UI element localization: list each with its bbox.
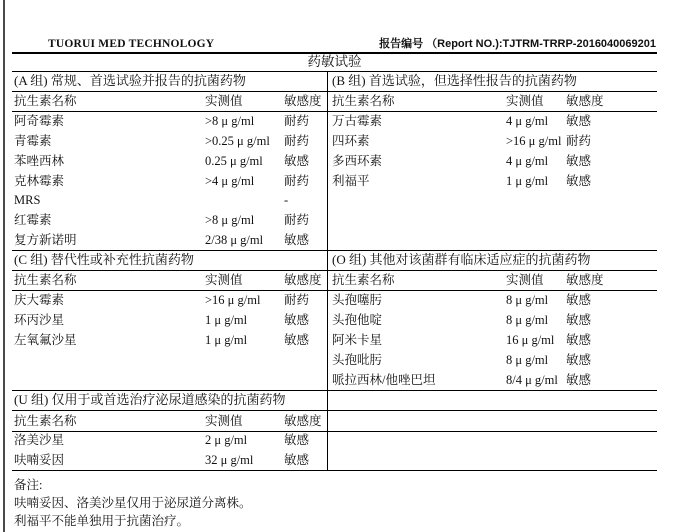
section-titles-ab [0, 71, 683, 91]
measured-value: 32 μ g/ml [205, 453, 254, 467]
table-row [0, 131, 683, 151]
col-value: 实测值 [205, 273, 243, 287]
measured-value: >16 μ g/ml [205, 293, 261, 307]
table-row [0, 171, 683, 191]
sensitivity: 耐药 [284, 293, 310, 307]
antibiotic-name: 环丙沙星 [14, 313, 65, 327]
section-o-title: (O 组) 其他对该菌群有临床适应症的抗菌药物 [332, 252, 591, 267]
section-titles-co [0, 250, 683, 270]
table-row [0, 290, 683, 310]
table-row [0, 151, 683, 171]
antibiotic-name: 利福平 [332, 174, 370, 188]
measured-value: 1 μ g/ml [506, 174, 549, 188]
remarks-label: 备注: [14, 478, 43, 492]
sensitivity: 敏感 [566, 313, 592, 327]
measured-value: 8 μ g/ml [506, 293, 549, 307]
rule-table-bottom [12, 470, 657, 471]
table-row [0, 350, 683, 370]
measured-value: 2 μ g/ml [205, 433, 248, 447]
measured-value: >4 μ g/ml [205, 174, 255, 188]
measured-value: 8/4 μ g/ml [506, 373, 558, 387]
sensitivity: 敏感 [566, 353, 592, 367]
col-sens: 敏感度 [284, 273, 322, 287]
sensitivity: 敏感 [284, 233, 310, 247]
measured-value: >8 μ g/ml [205, 114, 255, 128]
measured-value: 4 μ g/ml [506, 114, 549, 128]
measured-value: 2/38 μ g/ml [205, 233, 264, 247]
col-sens: 敏感度 [566, 94, 604, 108]
antibiotic-name: 左氧氟沙星 [14, 333, 77, 347]
measured-value: >0.25 μ g/ml [205, 134, 270, 148]
table-row [0, 330, 683, 350]
antibiotic-name: 红霉素 [14, 213, 52, 227]
antibiotic-name: 四环素 [332, 134, 370, 148]
sensitivity: 敏感 [284, 433, 310, 447]
section-b-title: (B 组) 首选试验，但选择性报告的抗菌药物 [332, 73, 577, 88]
table-row [0, 310, 683, 330]
table-row [0, 230, 683, 250]
remark-line: 利福平不能单独用于抗菌治疗。 [14, 514, 190, 528]
col-sens: 敏感度 [566, 273, 604, 287]
remark-line: 呋喃妥因、洛美沙星仅用于泌尿道分离株。 [14, 496, 252, 510]
antibiotic-name: 庆大霉素 [14, 293, 65, 307]
measured-value: 1 μ g/ml [205, 333, 248, 347]
section-title-u [0, 390, 683, 410]
measured-value: 16 μ g/ml [506, 333, 555, 347]
table-row [0, 431, 683, 450]
antibiotic-name: 头孢噻肟 [332, 293, 383, 307]
column-headers-co [0, 270, 683, 290]
measured-value: 0.25 μ g/ml [205, 154, 263, 168]
col-name: 抗生素名称 [14, 414, 77, 428]
table-row [0, 111, 683, 131]
measured-value: 4 μ g/ml [506, 154, 549, 168]
col-value: 实测值 [506, 273, 544, 287]
sensitivity: 敏感 [566, 114, 592, 128]
sensitivity: 耐药 [284, 134, 310, 148]
sensitivity: 敏感 [284, 313, 310, 327]
antibiotic-name: 头孢吡肟 [332, 353, 383, 367]
antibiotic-name: 阿米卡星 [332, 333, 383, 347]
antibiotic-name: 哌拉西林/他唑巴坦 [332, 373, 436, 387]
table-row [0, 450, 683, 470]
antibiotic-name: 阿奇霉素 [14, 114, 65, 128]
antibiotic-name: 复方新诺明 [14, 233, 77, 247]
sensitivity: 敏感 [284, 333, 310, 347]
antibiotic-name: 洛美沙星 [14, 433, 65, 447]
section-c-title: (C 组) 替代性或补充性抗菌药物 [14, 252, 194, 267]
col-value: 实测值 [205, 414, 243, 428]
sensitivity: 敏感 [284, 154, 310, 168]
measured-value: >16 μ g/ml [506, 134, 562, 148]
sensitivity: 敏感 [566, 373, 592, 387]
column-headers-u [0, 411, 683, 431]
antibiotic-name: 呋喃妥因 [14, 453, 65, 467]
column-headers-ab [0, 91, 683, 111]
sensitivity: 敏感 [566, 333, 592, 347]
col-name: 抗生素名称 [332, 273, 395, 287]
antibiotic-name: 青霉素 [14, 134, 52, 148]
sensitivity: 敏感 [566, 293, 592, 307]
col-sens: 敏感度 [284, 94, 322, 108]
table-row [0, 370, 683, 390]
sensitivity: 敏感 [566, 174, 592, 188]
report-number: 报告编号 （Report NO.):TJTRM-TRRP-2016040069201 [379, 38, 656, 50]
measured-value: >8 μ g/ml [205, 213, 255, 227]
sensitivity: 耐药 [284, 174, 310, 188]
col-value: 实测值 [205, 94, 243, 108]
page-title: 药敏试验 [307, 54, 362, 69]
col-sens: 敏感度 [284, 414, 322, 428]
company-name: TUORUI MED TECHNOLOGY [48, 38, 215, 50]
sensitivity: 耐药 [566, 134, 592, 148]
antibiotic-name: 苯唑西林 [14, 154, 65, 168]
measured-value: 8 μ g/ml [506, 353, 549, 367]
antibiotic-name: 多西环素 [332, 154, 383, 168]
section-a-title: (A 组) 常规、首选试验并报告的抗菌药物 [14, 73, 246, 88]
col-name: 抗生素名称 [14, 273, 77, 287]
sensitivity: - [284, 193, 289, 207]
measured-value: 8 μ g/ml [506, 313, 549, 327]
col-name: 抗生素名称 [14, 94, 77, 108]
sensitivity: 耐药 [284, 114, 310, 128]
antibiotic-name: 万古霉素 [332, 114, 383, 128]
table-row [0, 210, 683, 230]
sensitivity: 敏感 [566, 154, 592, 168]
antibiotic-name: 头孢他啶 [332, 313, 383, 327]
sensitivity: 敏感 [284, 453, 310, 467]
measured-value: 1 μ g/ml [205, 313, 248, 327]
antibiotic-name: MRS [14, 193, 41, 207]
sensitivity: 耐药 [284, 213, 310, 227]
table-row [0, 190, 683, 210]
section-u-title: (U 组) 仅用于或首选治疗泌尿道感染的抗菌药物 [14, 392, 286, 407]
col-name: 抗生素名称 [332, 94, 395, 108]
antibiotic-name: 克林霉素 [14, 174, 65, 188]
col-value: 实测值 [506, 94, 544, 108]
